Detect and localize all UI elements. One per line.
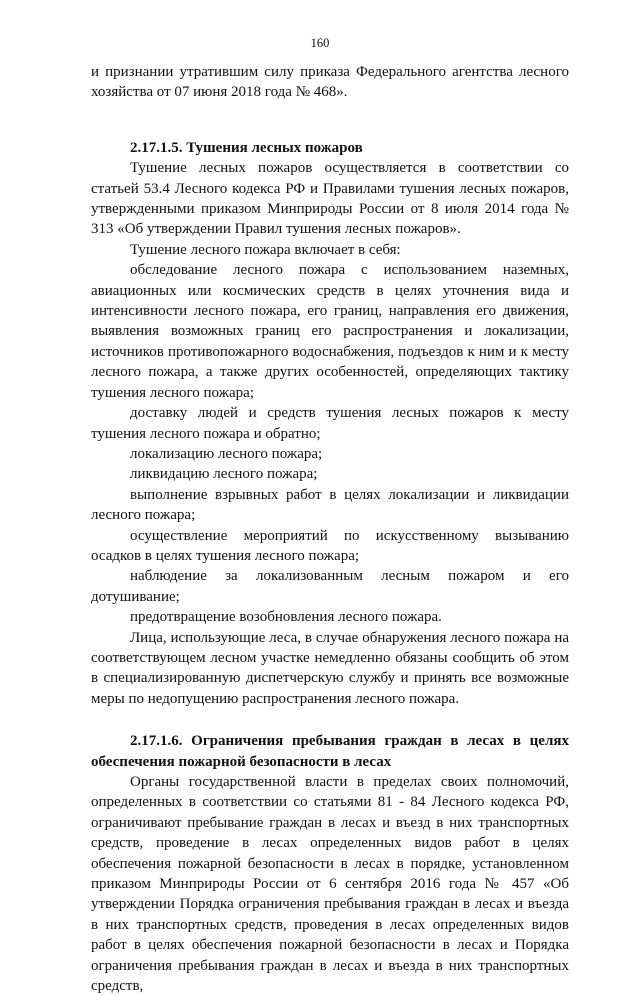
paragraph: Лица, использующие леса, в случае обнаружения лесного пожара на соответствующем лесном участке немедленно обязаны сообщить об этом в специализированную диспетчерскую службу и принять все возможные меры по недопущению распространения лесного пожара.	[91, 629, 569, 707]
list-item: предотвращение возобновления лесного пожара.	[130, 609, 442, 626]
paragraph: Органы государственной власти в пределах своих полномочий, определенных в соответствии со статьями 81 - 84 Лесного кодекса РФ, ограничивают пребывание граждан в лесах и въезд в них транспортных средств, проведение в лесах определенных видов работ в целях обеспечения пожарной безопасности в лесах в порядке, установленном приказом Минприроды России от 6 сентября 2016 года № 457 «Об утверждении Порядка ограничения пребывания граждан в лесах и въезда в них транспортных средств, проведения в лесах определенных видов работ в целях обеспечения пожарной безопасности в лесах и Порядка ограничения пребывания граждан в лесах и въезда в них транспортных средств,	[91, 774, 569, 995]
section-heading-access-restrictions: 2.17.1.6. Ограничения пребывания граждан в лесах в целях обеспечения пожарной безопасности в лесах	[91, 733, 569, 770]
list-item: обследование лесного пожара с использованием наземных, авиационных или космических средств в целях уточнения вида и интенсивности лесного пожара, его границ, направления его движения, выявления возможных границ его распространения и локализации, источников противопожарного водоснабжения, подъездов к ним и к месту лесного пожара, а также других особенностей, определяющих тактику тушения лесного пожара;	[91, 262, 569, 401]
paragraph: Тушение лесного пожара включает в себя:	[130, 241, 401, 258]
section-gap	[91, 709, 569, 731]
section-gap	[91, 103, 569, 138]
list-item: осуществление мероприятий по искусственному вызыванию осадков в целях тушения лесного пожара;	[91, 527, 569, 564]
list-item: доставку людей и средств тушения лесных пожаров к месту тушения лесного пожара и обратно;	[91, 405, 569, 442]
page-body	[91, 62, 569, 996]
list-item: ликвидацию лесного пожара;	[130, 466, 318, 483]
list-item: выполнение взрывных работ в целях локализации и ликвидации лесного пожара;	[91, 486, 569, 524]
continuation-paragraph: и признании утратившим силу приказа Федерального агентства лесного хозяйства от 07 июня 2018 года № 468».	[91, 64, 569, 101]
list-item: наблюдение за локализованным лесным пожаром и его дотушивание;	[91, 568, 569, 605]
page-number: 160	[310, 36, 330, 50]
paragraph: Тушение лесных пожаров осуществляется в соответствии со статьей 53.4 Лесного кодекса РФ и Правилами тушения лесных пожаров, утвержденными приказом Минприроды России от 8 июля 2014 года № 313 «Об утверждении Правил тушения лесных пожаров».	[91, 160, 569, 238]
section-heading-fire-suppression: 2.17.1.5. Тушения лесных пожаров	[130, 139, 363, 156]
list-item: локализацию лесного пожара;	[130, 445, 323, 462]
